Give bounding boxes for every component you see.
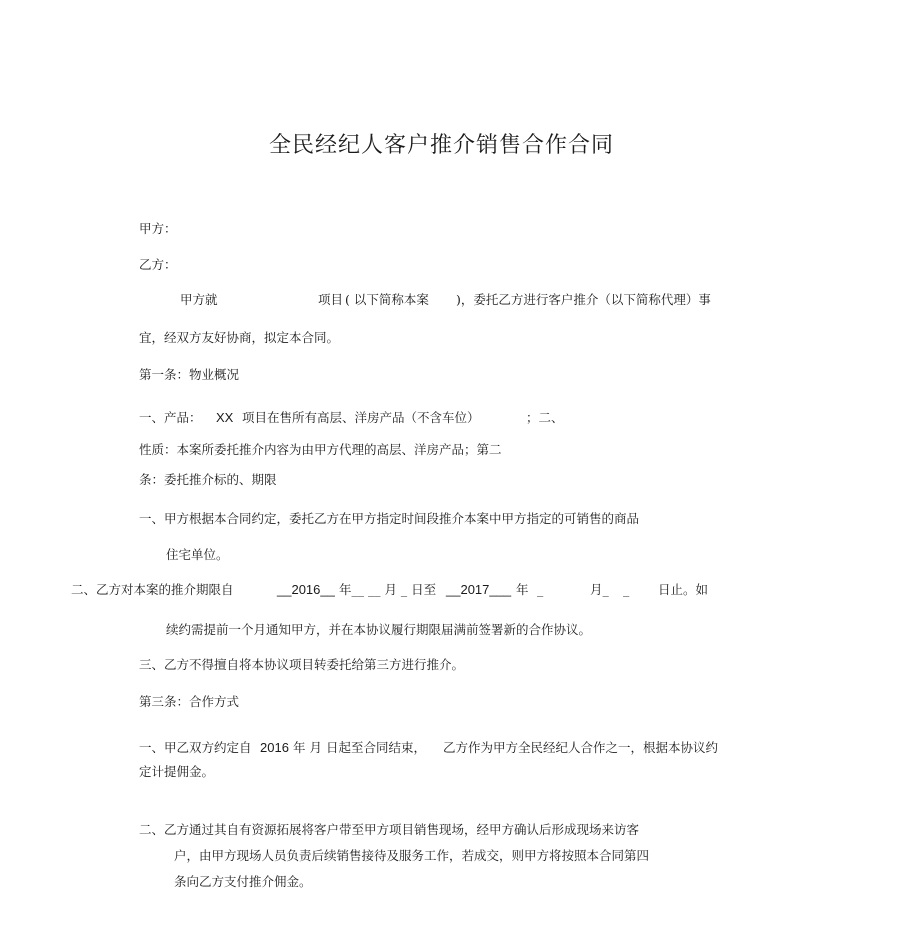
term-start-year: __2016__ (277, 582, 335, 597)
term-prefix: 二、乙方对本案的推介期限自 (71, 582, 234, 597)
clause-3-1-year: 2016 (260, 740, 289, 755)
clause-3-1-line-2: 定计提佣金。 (139, 764, 215, 779)
term-blank-1: _ (537, 582, 544, 597)
clause-3-1-prefix: 一、甲乙双方约定自 (139, 740, 252, 755)
product-xx: XX (216, 410, 234, 425)
clause-3-1-rest: 乙方作为甲方全民经纪人合作之一，根据本协议约 (443, 740, 719, 755)
intro-text-3: ( 以下简称本案 (345, 292, 429, 307)
intro-text-4: )，委托乙方进行客户推介（以下简称代理）事 (456, 292, 711, 307)
intro-text-5: 宜，经双方友好协商，拟定本合同。 (139, 330, 340, 345)
clause-3-2-line-3: 条向乙方支付推介佣金。 (174, 874, 312, 889)
product-desc: 项目在售所有高层、洋房产品（不含车位） (242, 410, 480, 425)
clause-2-3: 三、乙方不得擅自将本协议项目转委托给第三方进行推介。 (139, 657, 465, 672)
term-year-char: 年 (516, 582, 529, 597)
party-b-label: 乙方： (139, 257, 177, 272)
renewal-line: 续约需提前一个月通知甲方，并在本协议履行期限届满前签署新的合作协议。 (166, 622, 592, 637)
term-month: 月_ (590, 582, 609, 597)
term-end-year: __2017___ (446, 582, 512, 597)
clause-2-1-line-2: 住宅单位。 (166, 547, 229, 562)
clause-3-2-line-2: 户，由甲方现场人员负责后续销售接待及服务工作，若成交，则甲方将按照本合同第四 (174, 848, 650, 863)
item-two-marker: ；二、 (526, 410, 564, 425)
article-1-heading: 第一条：物业概况 (139, 367, 240, 382)
clause-3-2-line-1: 二、乙方通过其自有资源拓展将客户带至甲方项目销售现场，经甲方确认后形成现场来访客 (139, 822, 640, 837)
party-a-label: 甲方： (139, 221, 177, 236)
clause-3-1-date: 年 月 日起至合同结束， (293, 740, 426, 755)
article-3-heading: 第三条：合作方式 (139, 694, 240, 709)
term-blank-2: _ (623, 582, 630, 597)
article-2-heading: 条：委托推介标的、期限 (139, 472, 277, 487)
term-start-date: 年__ __ 月 _ 日至 (339, 582, 437, 597)
intro-text-2: 项目 (318, 292, 344, 307)
document-title: 全民经纪人客户推介销售合作合同 (268, 133, 614, 158)
product-label: 一、产品： (139, 410, 202, 425)
clause-2-1-line-1: 一、甲方根据本合同约定，委托乙方在甲方指定时间段推介本案中甲方指定的可销售的商品 (139, 511, 640, 526)
nature-line: 性质：本案所委托推介内容为由甲方代理的高层、洋房产品；第二 (139, 442, 502, 457)
term-suffix: 日止。如 (658, 582, 709, 597)
intro-text-1: 甲方就 (180, 292, 218, 307)
